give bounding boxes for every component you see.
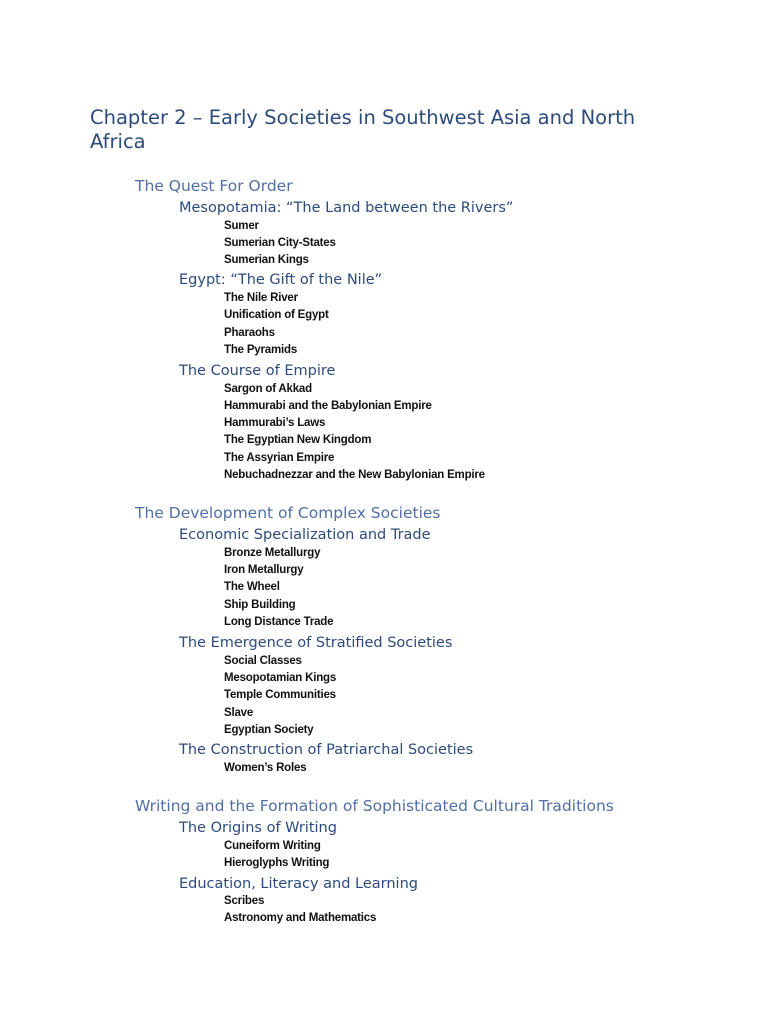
list-item: Temple Communities (224, 689, 336, 701)
list-item: Mesopotamian Kings (224, 672, 337, 684)
list-item: The Assyrian Empire (224, 452, 335, 464)
list-item: Bronze Metallurgy (224, 547, 321, 559)
list-item: Sumer (224, 220, 259, 232)
list-item: Sumerian Kings (224, 254, 309, 266)
list-item: Scribes (224, 895, 265, 907)
list-item: Sumerian City-States (224, 237, 336, 249)
list-item: Hammurabi and the Babylonian Empire (224, 400, 432, 412)
list-item: Social Classes (224, 655, 302, 667)
list-item: Women’s Roles (224, 762, 307, 774)
list-item: Hammurabi’s Laws (224, 417, 326, 429)
subsection-heading: The Construction of Patriarchal Societies (179, 742, 474, 758)
list-item: Pharaohs (224, 327, 275, 339)
list-item: Iron Metallurgy (224, 564, 304, 576)
list-item: Nebuchadnezzar and the New Babylonian Empire (224, 469, 485, 481)
section-heading: The Quest For Order (135, 177, 293, 195)
list-item: The Egyptian New Kingdom (224, 434, 372, 446)
subsection-heading: The Emergence of Stratified Societies (179, 635, 453, 651)
list-item: Long Distance Trade (224, 616, 334, 628)
list-item: Egyptian Society (224, 724, 314, 736)
subsection-heading: The Course of Empire (179, 363, 336, 379)
subsection-heading: Egypt: “The Gift of the Nile” (179, 272, 383, 288)
chapter-title: Chapter 2 – Early Societies in Southwest Asia and North Africa (90, 106, 636, 153)
list-item: Slave (224, 707, 254, 719)
list-item: Sargon of Akkad (224, 383, 312, 395)
list-item: Cuneiform Writing (224, 840, 321, 852)
list-item: The Nile River (224, 292, 298, 304)
list-item: The Wheel (224, 581, 280, 593)
list-item: The Pyramids (224, 344, 298, 356)
section-heading: Writing and the Formation of Sophisticated Cultural Traditions (135, 797, 614, 815)
subsection-heading: Mesopotamia: “The Land between the Rivers” (179, 200, 514, 216)
subsection-heading: Education, Literacy and Learning (179, 876, 418, 892)
list-item: Astronomy and Mathematics (224, 912, 377, 924)
list-item: Ship Building (224, 599, 296, 611)
list-item: Unification of Egypt (224, 309, 329, 321)
subsection-heading: Economic Specialization and Trade (179, 527, 431, 543)
section-heading: The Development of Complex Societies (135, 504, 441, 522)
subsection-heading: The Origins of Writing (179, 820, 337, 836)
list-item: Hieroglyphs Writing (224, 857, 330, 869)
